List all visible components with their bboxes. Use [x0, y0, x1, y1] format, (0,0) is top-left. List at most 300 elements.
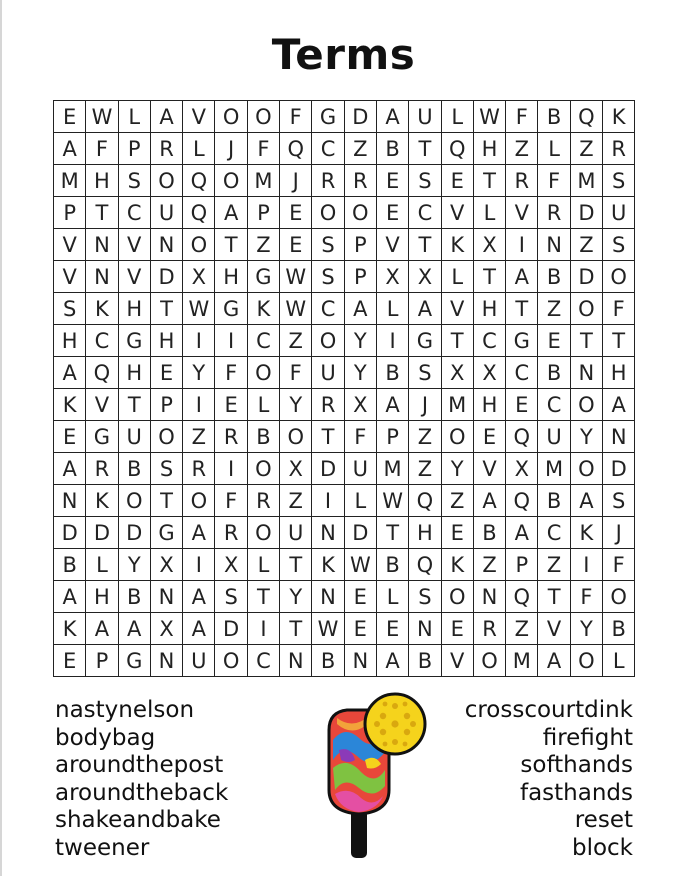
word-list-item: nastynelson	[55, 697, 195, 723]
grid-cell: V	[442, 645, 474, 677]
grid-cell: Y	[280, 389, 312, 421]
grid-cell: I	[183, 389, 215, 421]
grid-cell: T	[538, 581, 570, 613]
grid-cell: A	[151, 101, 183, 133]
grid-cell: S	[603, 229, 635, 261]
grid-cell: O	[215, 165, 247, 197]
grid-cell: T	[151, 293, 183, 325]
grid-cell: A	[506, 517, 538, 549]
grid-cell: E	[377, 197, 409, 229]
grid-cell: O	[603, 261, 635, 293]
grid-cell: V	[506, 197, 538, 229]
grid-cell: X	[151, 549, 183, 581]
grid-cell: F	[280, 101, 312, 133]
grid-cell: O	[603, 581, 635, 613]
grid-cell: G	[409, 325, 441, 357]
grid-cell: W	[312, 613, 344, 645]
grid-cell: V	[119, 261, 151, 293]
grid-cell: F	[248, 133, 280, 165]
grid-cell: S	[409, 165, 441, 197]
grid-cell: H	[474, 293, 506, 325]
grid-cell: O	[442, 581, 474, 613]
grid-cell: X	[442, 357, 474, 389]
word-list-left	[55, 697, 228, 862]
grid-cell: Q	[183, 165, 215, 197]
grid-cell: Z	[571, 229, 603, 261]
grid-cell: O	[312, 197, 344, 229]
grid-cell: E	[442, 165, 474, 197]
grid-cell: X	[280, 453, 312, 485]
grid-cell: U	[119, 421, 151, 453]
word-list-item: aroundthepost	[55, 752, 224, 778]
grid-cell: H	[86, 581, 118, 613]
grid-cell: G	[119, 645, 151, 677]
grid-cell: Y	[280, 581, 312, 613]
grid-cell: G	[151, 517, 183, 549]
grid-cell: E	[215, 389, 247, 421]
grid-cell: T	[280, 549, 312, 581]
grid-cell: K	[442, 549, 474, 581]
grid-cell: A	[409, 293, 441, 325]
grid-cell: D	[54, 517, 86, 549]
grid-cell: O	[151, 165, 183, 197]
grid-cell: D	[151, 261, 183, 293]
grid-cell: A	[119, 613, 151, 645]
pickleball-paddle-icon	[315, 690, 430, 865]
grid-cell: W	[280, 261, 312, 293]
grid-cell: B	[312, 645, 344, 677]
grid-cell: E	[442, 613, 474, 645]
grid-cell: K	[86, 485, 118, 517]
grid-cell: M	[248, 165, 280, 197]
grid-cell: E	[151, 357, 183, 389]
page-edge	[0, 0, 2, 876]
grid-cell: I	[183, 549, 215, 581]
grid-cell: E	[345, 613, 377, 645]
grid-cell: E	[54, 645, 86, 677]
word-list-item: block	[571, 834, 633, 861]
grid-cell: F	[603, 293, 635, 325]
grid-cell: Y	[345, 357, 377, 389]
grid-cell: P	[151, 389, 183, 421]
grid-cell: Z	[280, 485, 312, 517]
grid-cell: Q	[506, 485, 538, 517]
grid-cell: N	[86, 229, 118, 261]
grid-cell: A	[377, 101, 409, 133]
grid-cell: R	[603, 133, 635, 165]
grid-cell: I	[377, 325, 409, 357]
grid-cell: L	[345, 485, 377, 517]
grid-cell: W	[377, 485, 409, 517]
grid-cell: B	[603, 613, 635, 645]
grid-cell: R	[86, 453, 118, 485]
grid-cell: X	[183, 261, 215, 293]
grid-cell: N	[474, 581, 506, 613]
grid-cell: I	[215, 325, 247, 357]
grid-cell: D	[345, 101, 377, 133]
grid-cell: L	[474, 197, 506, 229]
grid-cell: F	[345, 421, 377, 453]
grid-cell: N	[280, 645, 312, 677]
grid-cell: M	[506, 645, 538, 677]
grid-cell: V	[54, 229, 86, 261]
grid-cell: K	[54, 613, 86, 645]
grid-cell: V	[86, 389, 118, 421]
grid-cell: C	[538, 517, 570, 549]
grid-cell: N	[571, 357, 603, 389]
grid-cell: H	[54, 325, 86, 357]
grid-cell: R	[151, 133, 183, 165]
grid-cell: E	[506, 389, 538, 421]
grid-cell: N	[538, 229, 570, 261]
grid-cell: T	[409, 133, 441, 165]
grid-cell: B	[538, 101, 570, 133]
word-list-item: fasthands	[519, 779, 633, 806]
grid-cell: U	[603, 197, 635, 229]
grid-cell: A	[377, 389, 409, 421]
grid-cell: I	[312, 485, 344, 517]
grid-cell: A	[54, 453, 86, 485]
grid-cell: R	[538, 197, 570, 229]
grid-cell: B	[377, 549, 409, 581]
grid-cell: F	[571, 581, 603, 613]
grid-cell: Z	[474, 549, 506, 581]
grid-cell: A	[86, 613, 118, 645]
grid-cell: B	[377, 357, 409, 389]
grid-cell: B	[119, 453, 151, 485]
grid-cell: Z	[538, 549, 570, 581]
grid-cell: W	[474, 101, 506, 133]
grid-cell: I	[215, 453, 247, 485]
grid-cell: H	[474, 133, 506, 165]
grid-cell: B	[474, 517, 506, 549]
grid-cell: W	[280, 293, 312, 325]
grid-cell: A	[183, 581, 215, 613]
grid-cell: P	[506, 549, 538, 581]
grid-cell: G	[312, 101, 344, 133]
grid-cell: X	[215, 549, 247, 581]
grid-cell: B	[377, 133, 409, 165]
grid-cell: R	[312, 389, 344, 421]
grid-cell: Q	[571, 101, 603, 133]
grid-cell: C	[86, 325, 118, 357]
grid-cell: N	[345, 645, 377, 677]
grid-cell: G	[248, 261, 280, 293]
grid-cell: O	[248, 101, 280, 133]
grid-cell: D	[86, 517, 118, 549]
grid-cell: Y	[571, 421, 603, 453]
grid-cell: T	[86, 197, 118, 229]
grid-cell: R	[345, 165, 377, 197]
grid-cell: O	[248, 517, 280, 549]
grid-cell: N	[54, 485, 86, 517]
grid-cell: C	[312, 293, 344, 325]
grid-cell: K	[571, 517, 603, 549]
grid-cell: V	[442, 293, 474, 325]
grid-cell: K	[86, 293, 118, 325]
word-list-item: aroundtheback	[55, 779, 229, 806]
grid-cell: I	[248, 613, 280, 645]
grid-cell: I	[571, 549, 603, 581]
grid-cell: U	[183, 645, 215, 677]
grid-cell: A	[538, 645, 570, 677]
grid-cell: L	[86, 549, 118, 581]
grid-cell: E	[474, 421, 506, 453]
grid-cell: F	[506, 101, 538, 133]
grid-cell: X	[377, 261, 409, 293]
grid-cell: K	[312, 549, 344, 581]
grid-cell: Q	[506, 421, 538, 453]
word-list-item: crosscourtdink	[464, 697, 633, 723]
grid-cell: P	[377, 421, 409, 453]
grid-cell: F	[280, 357, 312, 389]
grid-cell: B	[54, 549, 86, 581]
grid-cell: A	[54, 133, 86, 165]
grid-cell: O	[248, 357, 280, 389]
word-list-item: firefight	[542, 724, 633, 751]
grid-cell: Z	[506, 613, 538, 645]
grid-cell: D	[603, 453, 635, 485]
grid-cell: F	[538, 165, 570, 197]
grid-cell: W	[86, 101, 118, 133]
grid-cell: O	[215, 645, 247, 677]
grid-cell: N	[603, 421, 635, 453]
grid-cell: Q	[409, 549, 441, 581]
grid-cell: L	[248, 549, 280, 581]
grid-cell: T	[312, 421, 344, 453]
grid-cell: S	[151, 453, 183, 485]
grid-cell: N	[151, 645, 183, 677]
grid-cell: S	[409, 581, 441, 613]
grid-cell: U	[151, 197, 183, 229]
grid-cell: M	[442, 389, 474, 421]
grid-cell: Z	[571, 133, 603, 165]
grid-cell: T	[506, 293, 538, 325]
grid-cell: Y	[345, 325, 377, 357]
grid-cell: Z	[409, 453, 441, 485]
grid-cell: P	[345, 261, 377, 293]
grid-cell: U	[312, 357, 344, 389]
grid-cell: N	[151, 229, 183, 261]
word-list-item: tweener	[55, 834, 150, 861]
grid-cell: J	[409, 389, 441, 421]
grid-cell: F	[215, 485, 247, 517]
grid-cell: Q	[183, 197, 215, 229]
grid-cell: A	[215, 197, 247, 229]
grid-cell: Z	[409, 421, 441, 453]
grid-cell: A	[506, 261, 538, 293]
grid-cell: B	[248, 421, 280, 453]
grid-cell: V	[183, 101, 215, 133]
grid-cell: U	[345, 453, 377, 485]
grid-cell: O	[571, 645, 603, 677]
grid-cell: S	[119, 165, 151, 197]
grid-cell: M	[54, 165, 86, 197]
grid-cell: S	[409, 357, 441, 389]
grid-cell: B	[119, 581, 151, 613]
grid-cell: U	[409, 101, 441, 133]
word-search-grid	[53, 100, 635, 677]
grid-cell: U	[538, 421, 570, 453]
grid-cell: H	[119, 293, 151, 325]
grid-cell: Z	[183, 421, 215, 453]
grid-cell: T	[248, 581, 280, 613]
grid-cell: H	[474, 389, 506, 421]
grid-cell: T	[377, 517, 409, 549]
grid-cell: A	[183, 517, 215, 549]
grid-cell: E	[377, 165, 409, 197]
grid-cell: N	[409, 613, 441, 645]
grid-cell: T	[409, 229, 441, 261]
grid-cell: H	[119, 357, 151, 389]
grid-cell: J	[215, 133, 247, 165]
grid-cell: Z	[248, 229, 280, 261]
grid-cell: B	[538, 261, 570, 293]
grid-cell: F	[86, 133, 118, 165]
grid-cell: Y	[119, 549, 151, 581]
grid-cell: D	[571, 261, 603, 293]
grid-cell: G	[506, 325, 538, 357]
grid-cell: A	[345, 293, 377, 325]
grid-cell: L	[377, 581, 409, 613]
grid-cell: C	[312, 133, 344, 165]
grid-cell: C	[474, 325, 506, 357]
grid-cell: R	[506, 165, 538, 197]
grid-cell: T	[571, 325, 603, 357]
grid-cell: V	[538, 613, 570, 645]
grid-cell: O	[345, 197, 377, 229]
grid-cell: A	[571, 485, 603, 517]
grid-cell: O	[571, 453, 603, 485]
grid-cell: C	[538, 389, 570, 421]
grid-cell: Z	[538, 293, 570, 325]
grid-cell: Q	[409, 485, 441, 517]
page-title: Terms	[271, 30, 416, 79]
grid-cell: A	[377, 645, 409, 677]
grid-cell: S	[215, 581, 247, 613]
grid-cell: E	[54, 421, 86, 453]
grid-cell: I	[506, 229, 538, 261]
grid-cell: X	[345, 389, 377, 421]
grid-cell: O	[312, 325, 344, 357]
grid-cell: Q	[86, 357, 118, 389]
grid-cell: A	[603, 389, 635, 421]
word-list-item: bodybag	[55, 724, 156, 751]
word-list-right	[465, 697, 633, 862]
grid-cell: R	[248, 485, 280, 517]
grid-cell: E	[280, 229, 312, 261]
grid-cell: S	[603, 485, 635, 517]
grid-cell: L	[603, 645, 635, 677]
grid-cell: P	[119, 133, 151, 165]
grid-cell: N	[151, 581, 183, 613]
grid-cell: P	[86, 645, 118, 677]
grid-cell: E	[54, 101, 86, 133]
grid-cell: N	[312, 517, 344, 549]
grid-cell: O	[571, 293, 603, 325]
grid-cell: E	[538, 325, 570, 357]
grid-cell: K	[603, 101, 635, 133]
grid-cell: B	[409, 645, 441, 677]
grid-cell: A	[474, 485, 506, 517]
grid-cell: Z	[345, 133, 377, 165]
grid-cell: O	[119, 485, 151, 517]
grid-cell: T	[474, 165, 506, 197]
grid-cell: T	[442, 325, 474, 357]
grid-cell: L	[248, 389, 280, 421]
grid-cell: C	[506, 357, 538, 389]
grid-cell: E	[442, 517, 474, 549]
grid-cell: S	[603, 165, 635, 197]
grid-cell: S	[312, 261, 344, 293]
grid-cell: R	[215, 517, 247, 549]
grid-cell: D	[571, 197, 603, 229]
grid-cell: C	[248, 645, 280, 677]
grid-cell: O	[215, 101, 247, 133]
grid-cell: T	[280, 613, 312, 645]
grid-cell: G	[215, 293, 247, 325]
grid-cell: K	[248, 293, 280, 325]
grid-cell: B	[538, 485, 570, 517]
grid-cell: P	[248, 197, 280, 229]
grid-cell: X	[151, 613, 183, 645]
grid-cell: M	[538, 453, 570, 485]
grid-cell: I	[183, 325, 215, 357]
grid-cell: H	[86, 165, 118, 197]
grid-cell: T	[119, 389, 151, 421]
grid-cell: A	[54, 357, 86, 389]
grid-cell: E	[377, 613, 409, 645]
grid-cell: Q	[442, 133, 474, 165]
grid-cell: N	[312, 581, 344, 613]
grid-cell: O	[248, 453, 280, 485]
grid-cell: M	[571, 165, 603, 197]
grid-cell: F	[215, 357, 247, 389]
grid-cell: E	[345, 581, 377, 613]
grid-cell: V	[442, 197, 474, 229]
grid-cell: Q	[506, 581, 538, 613]
grid-cell: H	[215, 261, 247, 293]
grid-cell: D	[119, 517, 151, 549]
grid-cell: B	[538, 357, 570, 389]
grid-cell: K	[442, 229, 474, 261]
grid-cell: H	[409, 517, 441, 549]
grid-cell: L	[442, 101, 474, 133]
grid-cell: L	[442, 261, 474, 293]
grid-cell: O	[442, 421, 474, 453]
grid-cell: O	[571, 389, 603, 421]
grid-cell: Y	[442, 453, 474, 485]
grid-cell: R	[312, 165, 344, 197]
grid-cell: T	[603, 325, 635, 357]
grid-cell: L	[183, 133, 215, 165]
grid-cell: Y	[183, 357, 215, 389]
grid-cell: O	[151, 421, 183, 453]
grid-cell: X	[474, 229, 506, 261]
grid-cell: T	[215, 229, 247, 261]
grid-cell: V	[474, 453, 506, 485]
grid-cell: W	[345, 549, 377, 581]
grid-cell: V	[377, 229, 409, 261]
grid-cell: V	[119, 229, 151, 261]
grid-cell: L	[119, 101, 151, 133]
grid-cell: R	[215, 421, 247, 453]
grid-cell: S	[312, 229, 344, 261]
grid-cell: H	[603, 357, 635, 389]
grid-cell: Q	[280, 133, 312, 165]
grid-cell: X	[409, 261, 441, 293]
grid-cell: C	[409, 197, 441, 229]
